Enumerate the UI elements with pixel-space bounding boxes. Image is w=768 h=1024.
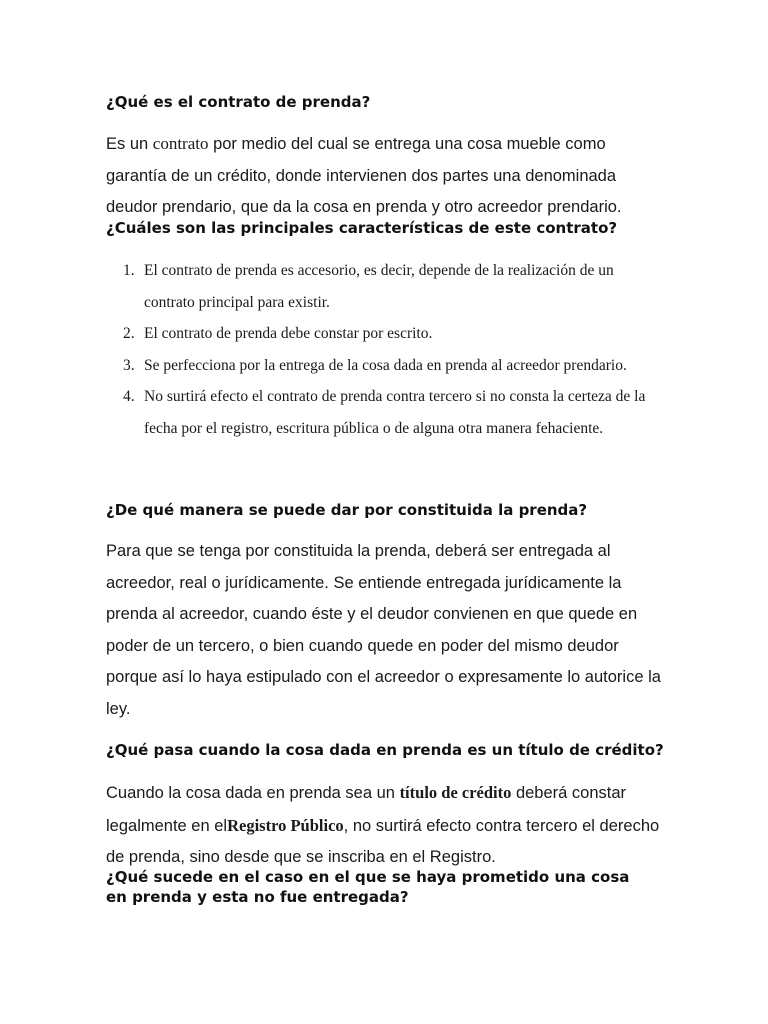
heading-que-es-contrato: ¿Qué es el contrato de prenda? <box>106 93 371 111</box>
list-item <box>106 255 666 318</box>
heading-caracteristicas: ¿Cuáles son las principales características de este contrato? <box>106 219 618 237</box>
titulo-term-titulo-credito: título de crédito <box>399 783 512 802</box>
list-item-number: 2. <box>123 325 135 342</box>
definicion-text-2: por medio del cual se entrega una cosa mueble como garantía de un crédito, donde intervienen dos partes una denominada deudor prendario, que da la cosa en prenda y otro acreedor prendario. <box>106 135 622 216</box>
list-item <box>106 318 666 350</box>
heading-cosa-no-entregada: ¿Qué sucede en el caso en el que se haya prometido una cosa en prenda y esta no fue entregada? <box>106 868 630 906</box>
list-item-text: El contrato de prenda debe constar por escrito. <box>144 325 433 342</box>
list-item-text: Se perfecciona por la entrega de la cosa dada en prenda al acreedor prendario. <box>144 356 627 374</box>
list-item <box>106 381 666 444</box>
titulo-text-2: deberá constar legalmente en el <box>106 784 627 835</box>
list-item-number: 3. <box>123 356 135 374</box>
titulo-term-registro: Registro Público <box>227 815 344 835</box>
heading-constituida: ¿De qué manera se puede dar por constituida la prenda? <box>106 501 588 519</box>
list-item <box>106 350 666 382</box>
list-item-text: El contrato de prenda es accesorio, es decir, depende de la realización de un contrato principal para existir. <box>144 262 614 311</box>
paragraph-titulo-credito <box>106 777 666 874</box>
list-item-number: 4. <box>123 388 135 405</box>
titulo-text-3: , no surtirá efecto contra tercero el derecho de prenda, sino desde que se inscriba en el Registro. <box>106 816 660 866</box>
paragraph-definicion <box>106 128 666 224</box>
heading-titulo-credito: ¿Qué pasa cuando la cosa dada en prenda es un título de crédito? <box>106 741 664 759</box>
definicion-term-contrato: contrato <box>152 134 209 153</box>
titulo-text-1: Cuando la cosa dada en prenda sea un <box>106 784 400 802</box>
paragraph-constituida: Para que se tenga por constituida la prenda, deberá ser entregada al acreedor, real o jurídicamente. Se entiende entregada jurídicamente la prenda al acreedor, cuando éste y el deudor convienen en que quede en poder de un tercero, o bien cuando quede en poder del mismo deudor porque así lo haya estipulado con el acreedor o expresamente lo autorice la ley. <box>106 542 661 718</box>
list-item-number: 1. <box>123 262 135 279</box>
list-item-text: No surtirá efecto el contrato de prenda contra tercero si no consta la certeza de la fecha por el registro, escritura pública o de alguna otra manera fehaciente. <box>144 388 646 437</box>
caracteristicas-list <box>106 255 666 444</box>
definicion-text-1: Es un <box>106 135 153 153</box>
